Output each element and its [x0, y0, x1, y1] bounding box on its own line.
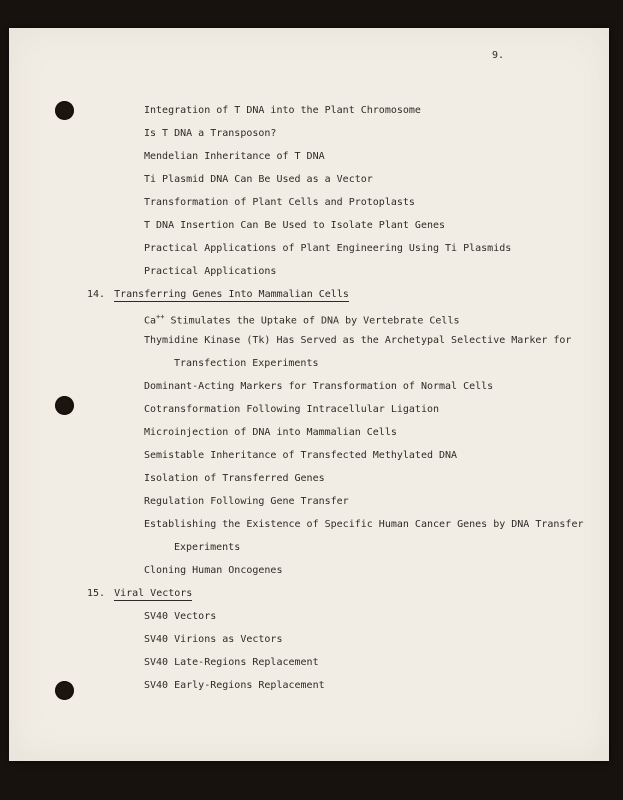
section-number: 15.	[87, 588, 106, 599]
toc-line	[9, 628, 609, 651]
toc-line-text: Stimulates the Uptake of DNA by Vertebrate Cells	[164, 315, 460, 327]
section-title: Transferring Genes Into Mammalian Cells	[114, 289, 349, 300]
toc-line-text: Regulation Following Gene Transfer	[144, 496, 349, 507]
toc-line	[9, 513, 609, 536]
toc-line-text: SV40 Early-Regions Replacement	[144, 680, 325, 691]
toc-line-text: SV40 Late-Regions Replacement	[144, 657, 319, 668]
toc-line	[9, 122, 609, 145]
toc-line	[9, 398, 609, 421]
toc-line-text: Ca	[144, 315, 157, 327]
toc-line	[9, 467, 609, 490]
toc-line-text: Mendelian Inheritance of T DNA	[144, 151, 325, 162]
toc-line	[9, 99, 609, 122]
toc-line	[9, 490, 609, 513]
toc-line-text: Experiments	[174, 542, 241, 553]
toc-line	[9, 260, 609, 283]
toc-line-text: Isolation of Transferred Genes	[144, 473, 325, 484]
toc-line	[9, 605, 609, 628]
toc-line	[9, 145, 609, 168]
toc-line-text: Is T DNA a Transposon?	[144, 128, 277, 139]
toc-line	[9, 559, 609, 582]
toc-line	[9, 168, 609, 191]
toc-line-text: Practical Applications	[144, 266, 277, 277]
toc-line-text: Thymidine Kinase (Tk) Has Served as the Archetypal Selective Marker for	[144, 335, 572, 346]
toc-section-heading	[9, 283, 609, 306]
toc-line	[9, 191, 609, 214]
scanned-page	[9, 28, 609, 761]
toc-line-text: Cloning Human Oncogenes	[144, 565, 283, 576]
toc-line-text: Integration of T DNA into the Plant Chromosome	[144, 105, 421, 116]
toc-line	[9, 674, 609, 697]
toc-section-heading	[9, 582, 609, 605]
toc-line	[9, 375, 609, 398]
toc-line	[9, 444, 609, 467]
section-title: Viral Vectors	[114, 588, 193, 599]
toc-line-text: Transformation of Plant Cells and Protoplasts	[144, 197, 415, 208]
toc-line-continuation	[9, 352, 609, 375]
toc-line	[9, 237, 609, 260]
toc-line-text: Semistable Inheritance of Transfected Methylated DNA	[144, 450, 458, 461]
toc-line-text: Practical Applications of Plant Engineering Using Ti Plasmids	[144, 243, 512, 254]
page-number: 9.	[492, 50, 505, 61]
toc-line	[9, 214, 609, 237]
toc-line	[9, 421, 609, 444]
toc-line-text: SV40 Vectors	[144, 611, 217, 622]
toc-line-text: SV40 Virions as Vectors	[144, 634, 283, 645]
toc-line-text: Microinjection of DNA into Mammalian Cells	[144, 427, 397, 438]
toc-line-text: T DNA Insertion Can Be Used to Isolate Plant Genes	[144, 220, 446, 231]
section-number: 14.	[87, 289, 106, 300]
toc-line-text: Transfection Experiments	[174, 358, 319, 369]
superscript-text: ++	[156, 313, 165, 321]
toc-line	[9, 329, 609, 352]
toc-line	[9, 306, 609, 329]
toc-line-text: Dominant-Acting Markers for Transformation of Normal Cells	[144, 381, 494, 392]
table-of-contents	[9, 99, 609, 697]
toc-line-continuation	[9, 536, 609, 559]
toc-line-text: Cotransformation Following Intracellular Ligation	[144, 404, 440, 415]
toc-line	[9, 651, 609, 674]
toc-line-text: Ti Plasmid DNA Can Be Used as a Vector	[144, 174, 373, 185]
toc-line-text: Establishing the Existence of Specific Human Cancer Genes by DNA Transfer	[144, 519, 584, 530]
